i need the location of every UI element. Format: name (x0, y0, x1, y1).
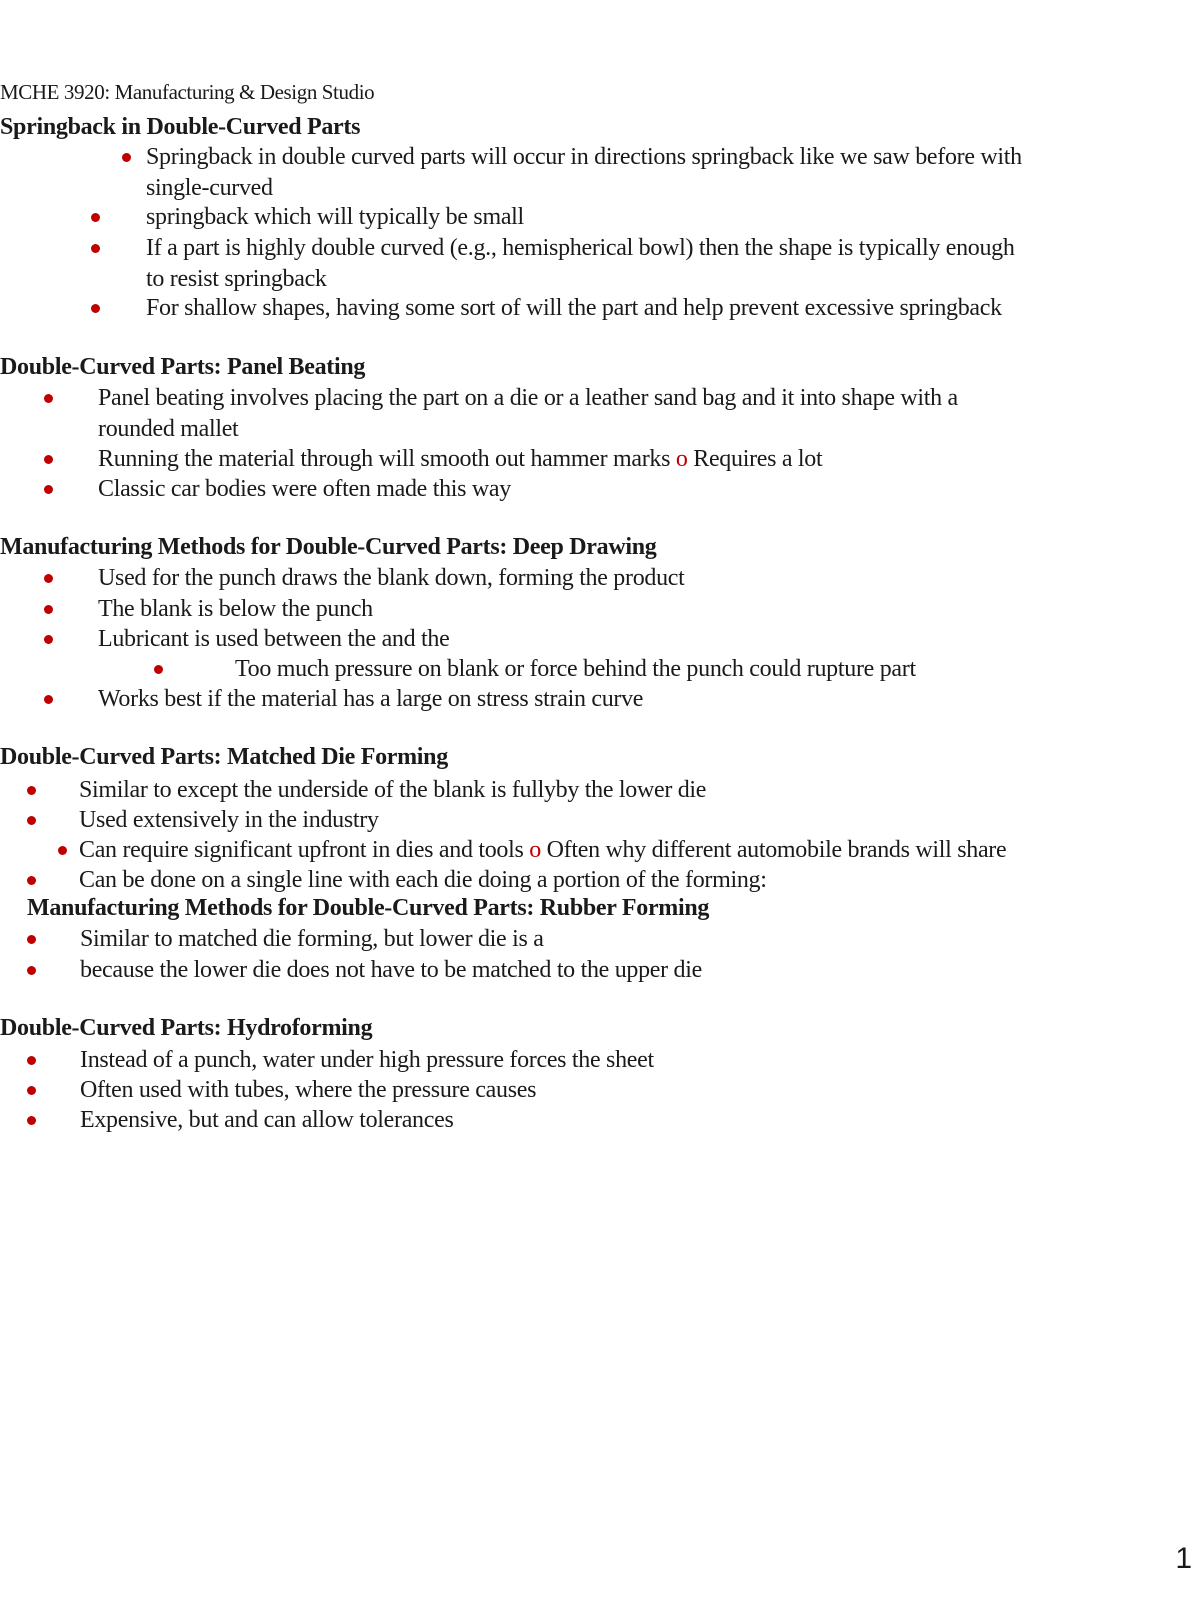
bullet-icon (27, 966, 36, 975)
list-item: Works best if the material has a large on stress strain curve (98, 686, 644, 712)
list-item: Lubricant is used between the and the (98, 626, 450, 652)
bullet-icon (58, 846, 67, 855)
page-number: 1 (1175, 1542, 1192, 1575)
section-title-matched-die-forming: Double-Curved Parts: Matched Die Forming (0, 744, 448, 770)
bullet-icon (122, 153, 131, 162)
bullet-icon (44, 605, 53, 614)
list-item: because the lower die does not have to be matched to the upper die (80, 957, 702, 983)
sub-bullet-icon: o (529, 837, 541, 863)
list-item: Used extensively in the industry (79, 807, 379, 833)
bullet-icon (44, 394, 53, 403)
list-item: Similar to matched die forming, but lower die is a (80, 926, 544, 952)
section-title-deep-drawing: Manufacturing Methods for Double-Curved Parts: Deep Drawing (0, 534, 657, 560)
list-item: Expensive, but and can allow tolerances (80, 1107, 454, 1133)
list-item: For shallow shapes, having some sort of will the part and help prevent excessive springback (146, 295, 1002, 321)
list-item: Too much pressure on blank or force behind the punch could rupture part (235, 656, 916, 682)
bullet-icon (44, 455, 53, 464)
bullet-icon (91, 304, 100, 313)
bullet-icon (27, 786, 36, 795)
bullet-icon (27, 1086, 36, 1095)
bullet-icon (27, 935, 36, 944)
bullet-icon (27, 876, 36, 885)
bullet-icon (91, 213, 100, 222)
list-item: Instead of a punch, water under high pressure forces the sheet (80, 1047, 654, 1073)
list-item: If a part is highly double curved (e.g., hemispherical bowl) then the shape is typically enough to resist springback (146, 235, 1015, 292)
bullet-icon (27, 816, 36, 825)
list-item: Can require significant upfront in dies and tools o Often why different automobile brands will share (79, 837, 1007, 863)
list-item: Running the material through will smooth out hammer marks o Requires a lot (98, 446, 823, 472)
list-item: Panel beating involves placing the part on a die or a leather sand bag and it into shape with a rounded mallet (98, 385, 958, 442)
bullet-icon (154, 665, 163, 674)
list-item: Springback in double curved parts will occur in directions springback like we saw before with single-curved (146, 144, 1022, 201)
list-item: Similar to except the underside of the blank is fullyby the lower die (79, 777, 707, 803)
sub-bullet-icon: o (675, 446, 688, 472)
list-item: Can be done on a single line with each die doing a portion of the forming: (79, 867, 767, 893)
section-title-hydroforming: Double-Curved Parts: Hydroforming (0, 1015, 373, 1041)
list-item: Often used with tubes, where the pressure causes (80, 1077, 537, 1103)
bullet-icon (44, 574, 53, 583)
section-title-springback: Springback in Double-Curved Parts (0, 114, 361, 140)
bullet-icon (27, 1056, 36, 1065)
bullet-icon (44, 485, 53, 494)
bullet-icon (44, 635, 53, 644)
course-header: MCHE 3920: Manufacturing & Design Studio (0, 80, 375, 104)
bullet-icon (91, 244, 100, 253)
list-item: Classic car bodies were often made this way (98, 476, 511, 502)
bullet-icon (27, 1116, 36, 1125)
bullet-icon (44, 695, 53, 704)
section-title-rubber-forming: Manufacturing Methods for Double-Curved Parts: Rubber Forming (27, 895, 710, 921)
list-item: Used for the punch draws the blank down, forming the product (98, 565, 685, 591)
list-item: springback which will typically be small (146, 204, 524, 230)
section-title-panel-beating: Double-Curved Parts: Panel Beating (0, 354, 366, 380)
list-item: The blank is below the punch (98, 596, 373, 622)
